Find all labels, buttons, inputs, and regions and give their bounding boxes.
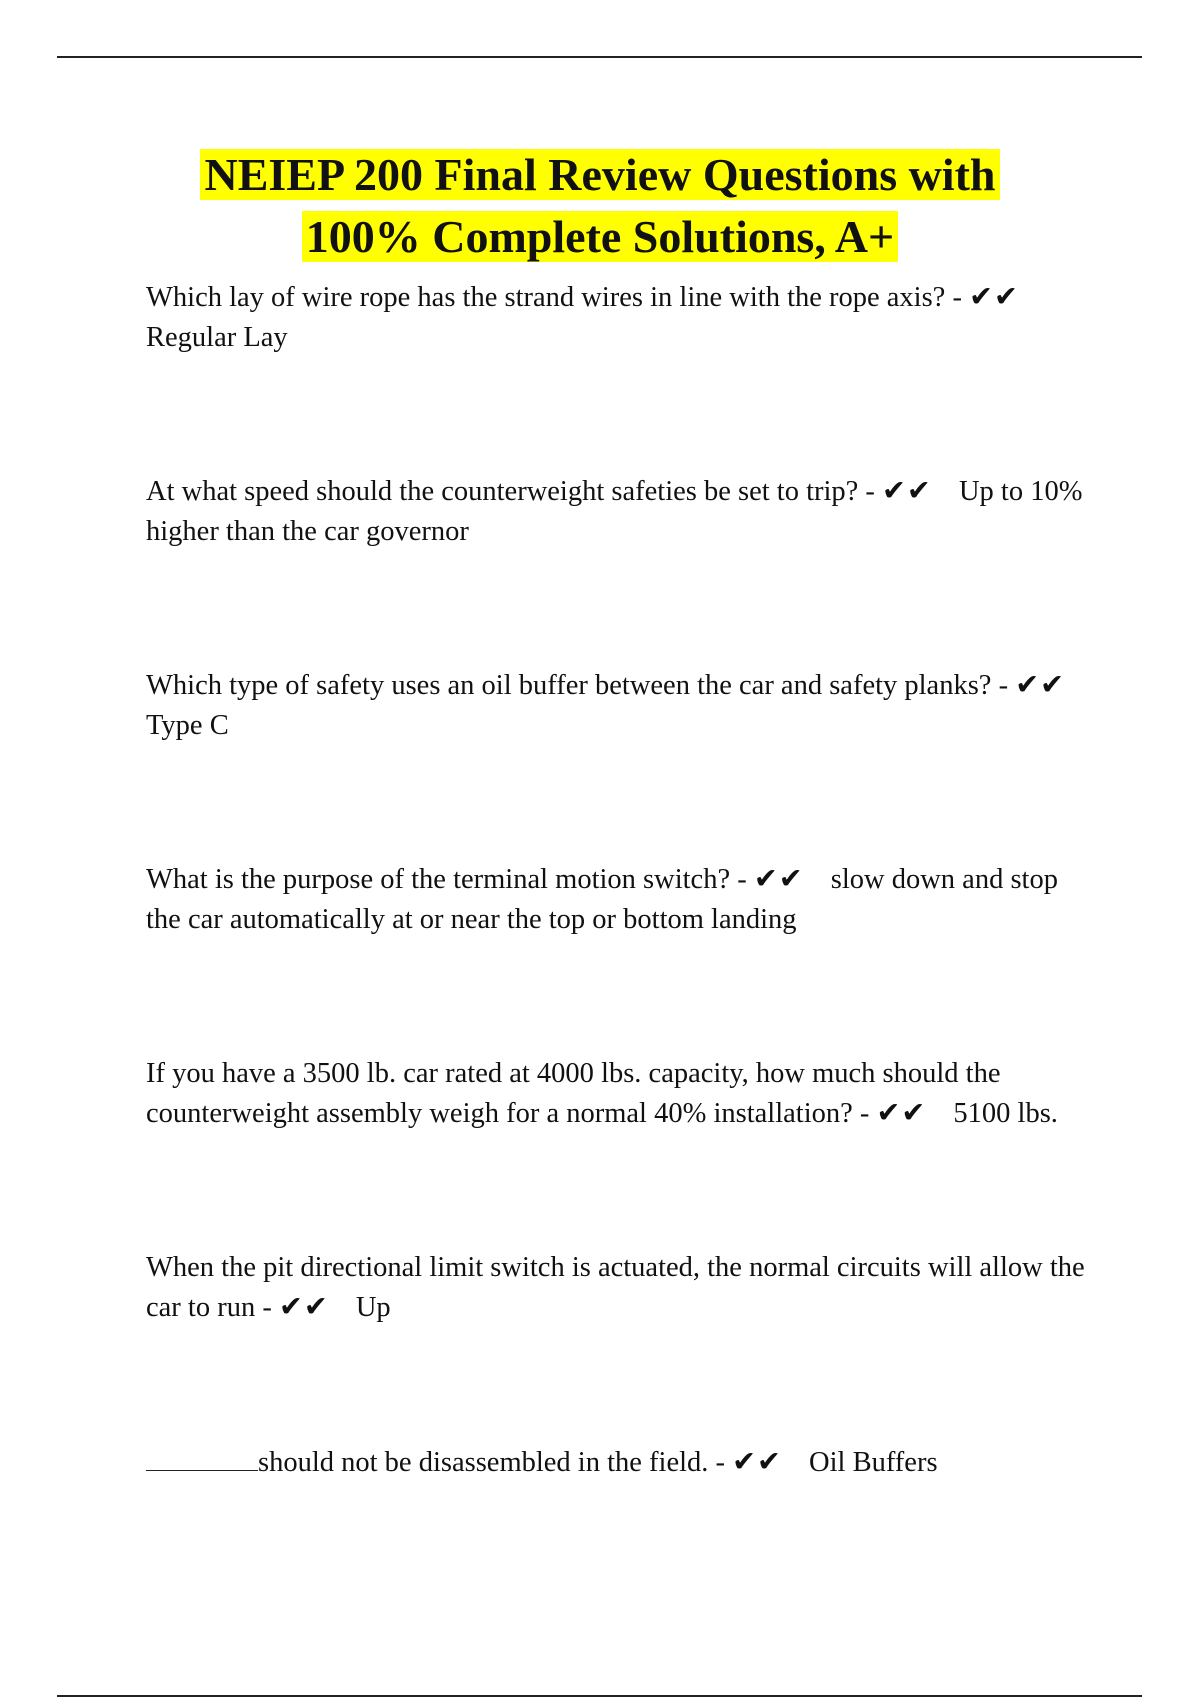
qa-item-5	[146, 1054, 1091, 1134]
header-rule	[57, 56, 1142, 58]
document-title	[0, 144, 1200, 268]
question-text: If you have a 3500 lb. car rated at 4000 lbs. capacity, how much should the counterweight assembly weigh for a normal 40% installation? -	[146, 1058, 1001, 1129]
question-text: When the pit directional limit switch is actuated, the normal circuits will allow the car to run -	[146, 1252, 1085, 1323]
check-mark-icon: ✔✔	[876, 1098, 927, 1129]
check-mark-icon: ✔✔	[1015, 670, 1065, 701]
answer-text: Type C	[146, 710, 229, 741]
qa-item-1	[146, 278, 1091, 358]
check-mark-icon: ✔✔	[732, 1447, 782, 1478]
question-text: should not be disassembled in the field. -	[258, 1447, 726, 1478]
answer-text: 5100 lbs.	[953, 1098, 1058, 1129]
qa-item-2	[146, 472, 1091, 552]
check-mark-icon: ✔✔	[969, 282, 1019, 313]
answer-text: Up	[355, 1292, 391, 1323]
check-mark-icon: ✔✔	[753, 864, 804, 895]
check-mark-icon: ✔✔	[882, 476, 932, 507]
answer-text: Up to 10% higher than the car governor	[146, 476, 1083, 547]
question-text: What is the purpose of the terminal motion switch? -	[146, 864, 747, 895]
title-line-1: NEIEP 200 Final Review Questions with	[200, 149, 999, 200]
qa-list	[146, 278, 1091, 1597]
qa-item-4	[146, 860, 1091, 940]
qa-item-6	[146, 1248, 1091, 1328]
question-text: At what speed should the counterweight safeties be set to trip? -	[146, 476, 875, 507]
qa-item-3	[146, 666, 1091, 746]
answer-text: Regular Lay	[146, 322, 288, 353]
question-text: Which type of safety uses an oil buffer between the car and safety planks? -	[146, 670, 1009, 701]
fill-in-blank	[146, 1442, 258, 1471]
answer-text: Oil Buffers	[809, 1447, 938, 1478]
qa-item-7	[146, 1442, 1091, 1483]
title-line-2: 100% Complete Solutions, A+	[302, 211, 898, 262]
answer-text: slow down and stop the car automatically at or near the top or bottom landing	[146, 864, 1058, 935]
check-mark-icon: ✔✔	[278, 1292, 329, 1323]
footer-rule	[57, 1695, 1142, 1697]
question-text: Which lay of wire rope has the strand wires in line with the rope axis? -	[146, 282, 962, 313]
